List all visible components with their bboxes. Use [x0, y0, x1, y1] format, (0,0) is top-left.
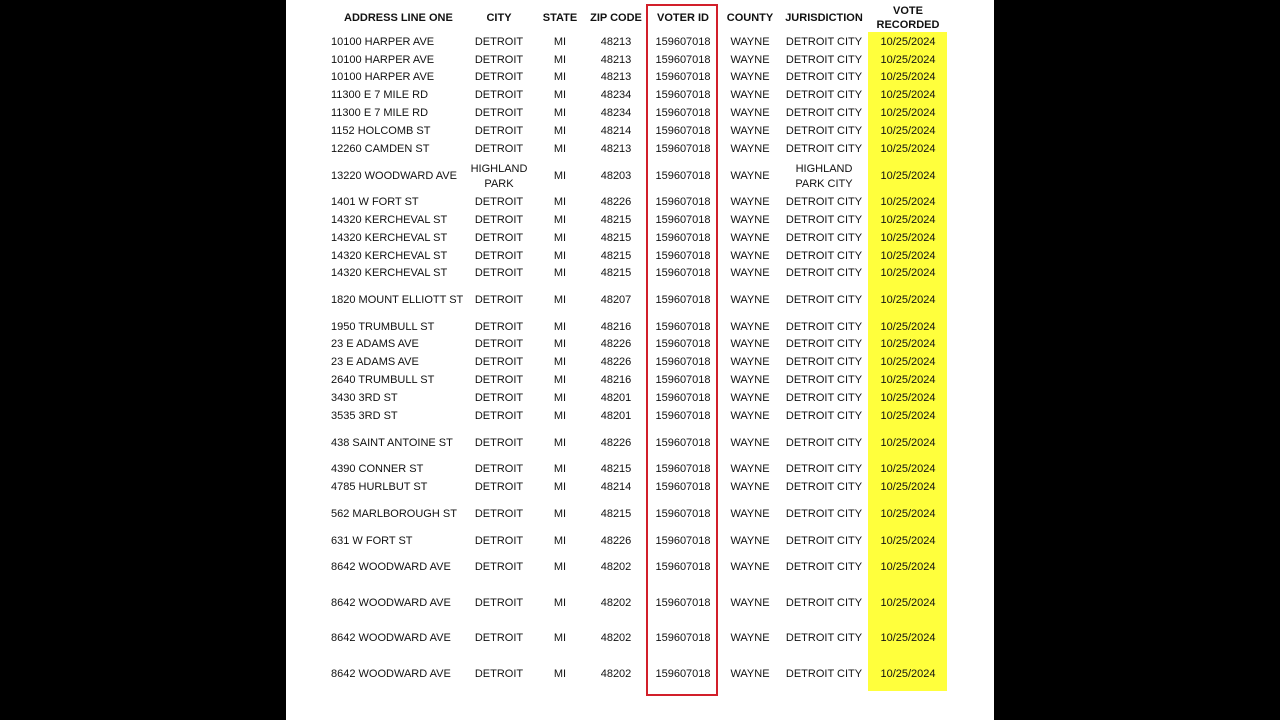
cell-city: DETROIT: [474, 410, 524, 422]
cell-address: 13220 WOODWARD AVE: [331, 170, 457, 182]
cell-address: 438 SAINT ANTOINE ST: [331, 437, 453, 449]
cell-city: DETROIT: [474, 561, 524, 573]
cell-date: 10/25/2024: [880, 214, 936, 226]
cell-county: WAYNE: [730, 410, 770, 422]
cell-city: DETROIT: [474, 463, 524, 475]
cell-county: WAYNE: [730, 481, 770, 493]
cell-county: WAYNE: [730, 232, 770, 244]
cell-city: DETROIT: [474, 107, 524, 119]
cell-jurisdiction: DETROIT CITY: [785, 54, 863, 66]
cell-jurisdiction: DETROIT CITY: [785, 561, 863, 573]
cell-zip: 48215: [600, 463, 632, 475]
cell-city: DETROIT: [474, 267, 524, 279]
cell-county: WAYNE: [730, 463, 770, 475]
cell-county: WAYNE: [730, 71, 770, 83]
cell-city: DETROIT: [474, 392, 524, 404]
cell-county: WAYNE: [730, 125, 770, 137]
cell-county: WAYNE: [730, 107, 770, 119]
cell-address: 12260 CAMDEN ST: [331, 143, 430, 155]
cell-zip: 48214: [600, 481, 632, 493]
cell-state: MI: [553, 321, 567, 333]
cell-jurisdiction: DETROIT CITY: [785, 668, 863, 680]
cell-date: 10/25/2024: [880, 535, 936, 547]
cell-zip: 48213: [600, 143, 632, 155]
cell-zip: 48215: [600, 508, 632, 520]
cell-state: MI: [553, 107, 567, 119]
cell-state: MI: [553, 294, 567, 306]
cell-voter-id: 159607018: [655, 294, 711, 306]
cell-state: MI: [553, 508, 567, 520]
cell-county: WAYNE: [730, 437, 770, 449]
cell-jurisdiction: DETROIT CITY: [785, 250, 863, 262]
cell-zip: 48226: [600, 338, 632, 350]
cell-city-line1: HIGHLAND: [470, 163, 528, 175]
cell-voter-id: 159607018: [655, 89, 711, 101]
cell-address: 14320 KERCHEVAL ST: [331, 250, 448, 262]
cell-voter-id: 159607018: [655, 374, 711, 386]
cell-jurisdiction: DETROIT CITY: [785, 196, 863, 208]
cell-address: 8642 WOODWARD AVE: [331, 561, 451, 573]
cell-jurisdiction: DETROIT CITY: [785, 36, 863, 48]
cell-city: DETROIT: [474, 214, 524, 226]
cell-address: 14320 KERCHEVAL ST: [331, 214, 448, 226]
cell-zip: 48226: [600, 437, 632, 449]
cell-address: 2640 TRUMBULL ST: [331, 374, 435, 386]
cell-date: 10/25/2024: [880, 321, 936, 333]
cell-date: 10/25/2024: [880, 668, 936, 680]
cell-jurisdiction: DETROIT CITY: [785, 89, 863, 101]
cell-voter-id: 159607018: [655, 170, 711, 182]
cell-date: 10/25/2024: [880, 143, 936, 155]
cell-city: DETROIT: [474, 535, 524, 547]
cell-voter-id: 159607018: [655, 561, 711, 573]
cell-address: 23 E ADAMS AVE: [331, 356, 419, 368]
cell-voter-id: 159607018: [655, 321, 711, 333]
cell-voter-id: 159607018: [655, 632, 711, 644]
cell-voter-id: 159607018: [655, 508, 711, 520]
cell-state: MI: [553, 668, 567, 680]
cell-address: 562 MARLBOROUGH ST: [331, 508, 457, 520]
cell-date: 10/25/2024: [880, 437, 936, 449]
cell-voter-id: 159607018: [655, 71, 711, 83]
cell-county: WAYNE: [730, 561, 770, 573]
cell-state: MI: [553, 196, 567, 208]
cell-state: MI: [553, 250, 567, 262]
cell-date: 10/25/2024: [880, 410, 936, 422]
cell-voter-id: 159607018: [655, 356, 711, 368]
cell-address: 10100 HARPER AVE: [331, 36, 435, 48]
header-city: CITY: [486, 12, 512, 24]
cell-jurisdiction: DETROIT CITY: [785, 294, 863, 306]
cell-state: MI: [553, 632, 567, 644]
cell-county: WAYNE: [730, 597, 770, 609]
cell-jurisdiction: DETROIT CITY: [785, 321, 863, 333]
cell-jurisdiction: DETROIT CITY: [785, 437, 863, 449]
cell-date: 10/25/2024: [880, 392, 936, 404]
cell-jurisdiction: DETROIT CITY: [785, 508, 863, 520]
cell-jurisdiction: DETROIT CITY: [785, 267, 863, 279]
cell-zip: 48202: [600, 668, 632, 680]
cell-county: WAYNE: [730, 535, 770, 547]
cell-county: WAYNE: [730, 668, 770, 680]
cell-voter-id: 159607018: [655, 143, 711, 155]
cell-county: WAYNE: [730, 321, 770, 333]
cell-state: MI: [553, 214, 567, 226]
cell-state: MI: [553, 338, 567, 350]
cell-date: 10/25/2024: [880, 125, 936, 137]
cell-city: DETROIT: [474, 632, 524, 644]
header-state: STATE: [542, 12, 578, 24]
cell-address: 14320 KERCHEVAL ST: [331, 232, 448, 244]
cell-address: 631 W FORT ST: [331, 535, 413, 547]
cell-jurisdiction: DETROIT CITY: [785, 597, 863, 609]
cell-city: DETROIT: [474, 437, 524, 449]
cell-address: 11300 E 7 MILE RD: [331, 107, 429, 119]
cell-voter-id: 159607018: [655, 392, 711, 404]
cell-state: MI: [553, 71, 567, 83]
cell-voter-id: 159607018: [655, 250, 711, 262]
cell-voter-id: 159607018: [655, 668, 711, 680]
cell-county: WAYNE: [730, 196, 770, 208]
cell-date: 10/25/2024: [880, 267, 936, 279]
cell-date: 10/25/2024: [880, 463, 936, 475]
cell-city: DETROIT: [474, 89, 524, 101]
cell-city: DETROIT: [474, 508, 524, 520]
cell-date: 10/25/2024: [880, 294, 936, 306]
cell-state: MI: [553, 143, 567, 155]
cell-county: WAYNE: [730, 632, 770, 644]
cell-zip: 48234: [600, 107, 632, 119]
cell-zip: 48226: [600, 535, 632, 547]
cell-address: 4785 HURLBUT ST: [331, 481, 428, 493]
cell-jurisdiction: DETROIT CITY: [785, 632, 863, 644]
cell-voter-id: 159607018: [655, 481, 711, 493]
cell-state: MI: [553, 232, 567, 244]
cell-zip: 48216: [600, 321, 632, 333]
header-jurisdiction: JURISDICTION: [785, 12, 863, 24]
cell-voter-id: 159607018: [655, 232, 711, 244]
cell-date: 10/25/2024: [880, 107, 936, 119]
cell-city: DETROIT: [474, 668, 524, 680]
cell-county: WAYNE: [730, 250, 770, 262]
cell-address: 4390 CONNER ST: [331, 463, 424, 475]
cell-date: 10/25/2024: [880, 374, 936, 386]
cell-jurisdiction: DETROIT CITY: [785, 71, 863, 83]
cell-zip: 48216: [600, 374, 632, 386]
header-address: ADDRESS LINE ONE: [344, 12, 453, 24]
header-voter-id: VOTER ID: [657, 12, 709, 24]
cell-voter-id: 159607018: [655, 214, 711, 226]
cell-county: WAYNE: [730, 374, 770, 386]
cell-voter-id: 159607018: [655, 125, 711, 137]
cell-city: DETROIT: [474, 54, 524, 66]
cell-jurisdiction: DETROIT CITY: [785, 125, 863, 137]
cell-county: WAYNE: [730, 36, 770, 48]
cell-voter-id: 159607018: [655, 437, 711, 449]
cell-zip: 48213: [600, 36, 632, 48]
cell-zip: 48215: [600, 232, 632, 244]
cell-jurisdiction: DETROIT CITY: [785, 356, 863, 368]
cell-voter-id: 159607018: [655, 338, 711, 350]
cell-zip: 48215: [600, 250, 632, 262]
cell-address: 8642 WOODWARD AVE: [331, 632, 451, 644]
cell-zip: 48215: [600, 214, 632, 226]
cell-state: MI: [553, 535, 567, 547]
cell-date: 10/25/2024: [880, 36, 936, 48]
cell-date: 10/25/2024: [880, 632, 936, 644]
cell-zip: 48214: [600, 125, 632, 137]
cell-jurisdiction: DETROIT CITY: [785, 535, 863, 547]
cell-state: MI: [553, 561, 567, 573]
cell-address: 1401 W FORT ST: [331, 196, 419, 208]
cell-jurisdiction: DETROIT CITY: [785, 338, 863, 350]
cell-address: 8642 WOODWARD AVE: [331, 597, 451, 609]
cell-jurisdiction: DETROIT CITY: [785, 374, 863, 386]
header-zip: ZIP CODE: [590, 12, 642, 24]
cell-jurisdiction: DETROIT CITY: [785, 214, 863, 226]
cell-jurisdiction: DETROIT CITY: [785, 232, 863, 244]
cell-date: 10/25/2024: [880, 71, 936, 83]
cell-jurisdiction-line1: HIGHLAND: [795, 163, 853, 175]
cell-state: MI: [553, 54, 567, 66]
cell-zip: 48202: [600, 632, 632, 644]
cell-address: 1820 MOUNT ELLIOTT ST: [331, 294, 464, 306]
cell-voter-id: 159607018: [655, 36, 711, 48]
cell-voter-id: 159607018: [655, 267, 711, 279]
cell-zip: 48201: [600, 392, 632, 404]
cell-jurisdiction: DETROIT CITY: [785, 107, 863, 119]
cell-state: MI: [553, 410, 567, 422]
cell-date: 10/25/2024: [880, 356, 936, 368]
cell-county: WAYNE: [730, 508, 770, 520]
cell-state: MI: [553, 597, 567, 609]
header-vote-recorded-line2: RECORDED: [876, 19, 940, 31]
cell-county: WAYNE: [730, 294, 770, 306]
cell-date: 10/25/2024: [880, 597, 936, 609]
cell-address: 1950 TRUMBULL ST: [331, 321, 435, 333]
cell-date: 10/25/2024: [880, 250, 936, 262]
cell-state: MI: [553, 125, 567, 137]
cell-address: 14320 KERCHEVAL ST: [331, 267, 448, 279]
cell-zip: 48226: [600, 356, 632, 368]
cell-city: DETROIT: [474, 125, 524, 137]
header-vote-recorded-line1: VOTE: [893, 5, 923, 17]
cell-city: DETROIT: [474, 338, 524, 350]
cell-zip: 48213: [600, 54, 632, 66]
cell-date: 10/25/2024: [880, 170, 936, 182]
cell-city: DETROIT: [474, 294, 524, 306]
cell-state: MI: [553, 170, 567, 182]
cell-date: 10/25/2024: [880, 508, 936, 520]
cell-address: 11300 E 7 MILE RD: [331, 89, 429, 101]
cell-address: 10100 HARPER AVE: [331, 71, 435, 83]
cell-county: WAYNE: [730, 392, 770, 404]
cell-city: DETROIT: [474, 196, 524, 208]
cell-address: 10100 HARPER AVE: [331, 54, 435, 66]
cell-date: 10/25/2024: [880, 338, 936, 350]
cell-city: DETROIT: [474, 374, 524, 386]
cell-state: MI: [553, 36, 567, 48]
cell-date: 10/25/2024: [880, 561, 936, 573]
cell-state: MI: [553, 356, 567, 368]
cell-jurisdiction: DETROIT CITY: [785, 410, 863, 422]
cell-jurisdiction: DETROIT CITY: [785, 481, 863, 493]
cell-state: MI: [553, 481, 567, 493]
cell-address: 3430 3RD ST: [331, 392, 398, 404]
header-county: COUNTY: [726, 12, 774, 24]
cell-address: 23 E ADAMS AVE: [331, 338, 419, 350]
cell-zip: 48203: [600, 170, 632, 182]
cell-county: WAYNE: [730, 267, 770, 279]
cell-state: MI: [553, 463, 567, 475]
cell-city-line2: PARK: [484, 178, 514, 190]
cell-voter-id: 159607018: [655, 54, 711, 66]
cell-date: 10/25/2024: [880, 196, 936, 208]
cell-zip: 48213: [600, 71, 632, 83]
cell-city: DETROIT: [474, 71, 524, 83]
cell-county: WAYNE: [730, 170, 770, 182]
cell-voter-id: 159607018: [655, 597, 711, 609]
cell-state: MI: [553, 437, 567, 449]
cell-state: MI: [553, 374, 567, 386]
cell-zip: 48215: [600, 267, 632, 279]
cell-jurisdiction: DETROIT CITY: [785, 143, 863, 155]
cell-voter-id: 159607018: [655, 107, 711, 119]
cell-zip: 48207: [600, 294, 632, 306]
cell-jurisdiction: DETROIT CITY: [785, 463, 863, 475]
cell-county: WAYNE: [730, 143, 770, 155]
cell-voter-id: 159607018: [655, 463, 711, 475]
cell-city: DETROIT: [474, 356, 524, 368]
cell-zip: 48234: [600, 89, 632, 101]
cell-date: 10/25/2024: [880, 54, 936, 66]
cell-jurisdiction-line2: PARK CITY: [795, 178, 853, 190]
cell-zip: 48226: [600, 196, 632, 208]
cell-zip: 48202: [600, 561, 632, 573]
cell-state: MI: [553, 392, 567, 404]
cell-county: WAYNE: [730, 54, 770, 66]
cell-county: WAYNE: [730, 214, 770, 226]
cell-county: WAYNE: [730, 338, 770, 350]
cell-city: DETROIT: [474, 232, 524, 244]
cell-state: MI: [553, 89, 567, 101]
cell-county: WAYNE: [730, 89, 770, 101]
cell-city: DETROIT: [474, 143, 524, 155]
cell-date: 10/25/2024: [880, 89, 936, 101]
cell-city: DETROIT: [474, 36, 524, 48]
cell-date: 10/25/2024: [880, 481, 936, 493]
cell-address: 8642 WOODWARD AVE: [331, 668, 451, 680]
cell-voter-id: 159607018: [655, 410, 711, 422]
cell-date: 10/25/2024: [880, 232, 936, 244]
cell-address: 3535 3RD ST: [331, 410, 398, 422]
cell-address: 1152 HOLCOMB ST: [331, 125, 431, 137]
cell-zip: 48202: [600, 597, 632, 609]
cell-jurisdiction: DETROIT CITY: [785, 392, 863, 404]
cell-voter-id: 159607018: [655, 535, 711, 547]
cell-zip: 48201: [600, 410, 632, 422]
cell-city: DETROIT: [474, 250, 524, 262]
cell-voter-id: 159607018: [655, 196, 711, 208]
cell-county: WAYNE: [730, 356, 770, 368]
cell-city: DETROIT: [474, 481, 524, 493]
cell-city: DETROIT: [474, 597, 524, 609]
cell-city: DETROIT: [474, 321, 524, 333]
cell-state: MI: [553, 267, 567, 279]
